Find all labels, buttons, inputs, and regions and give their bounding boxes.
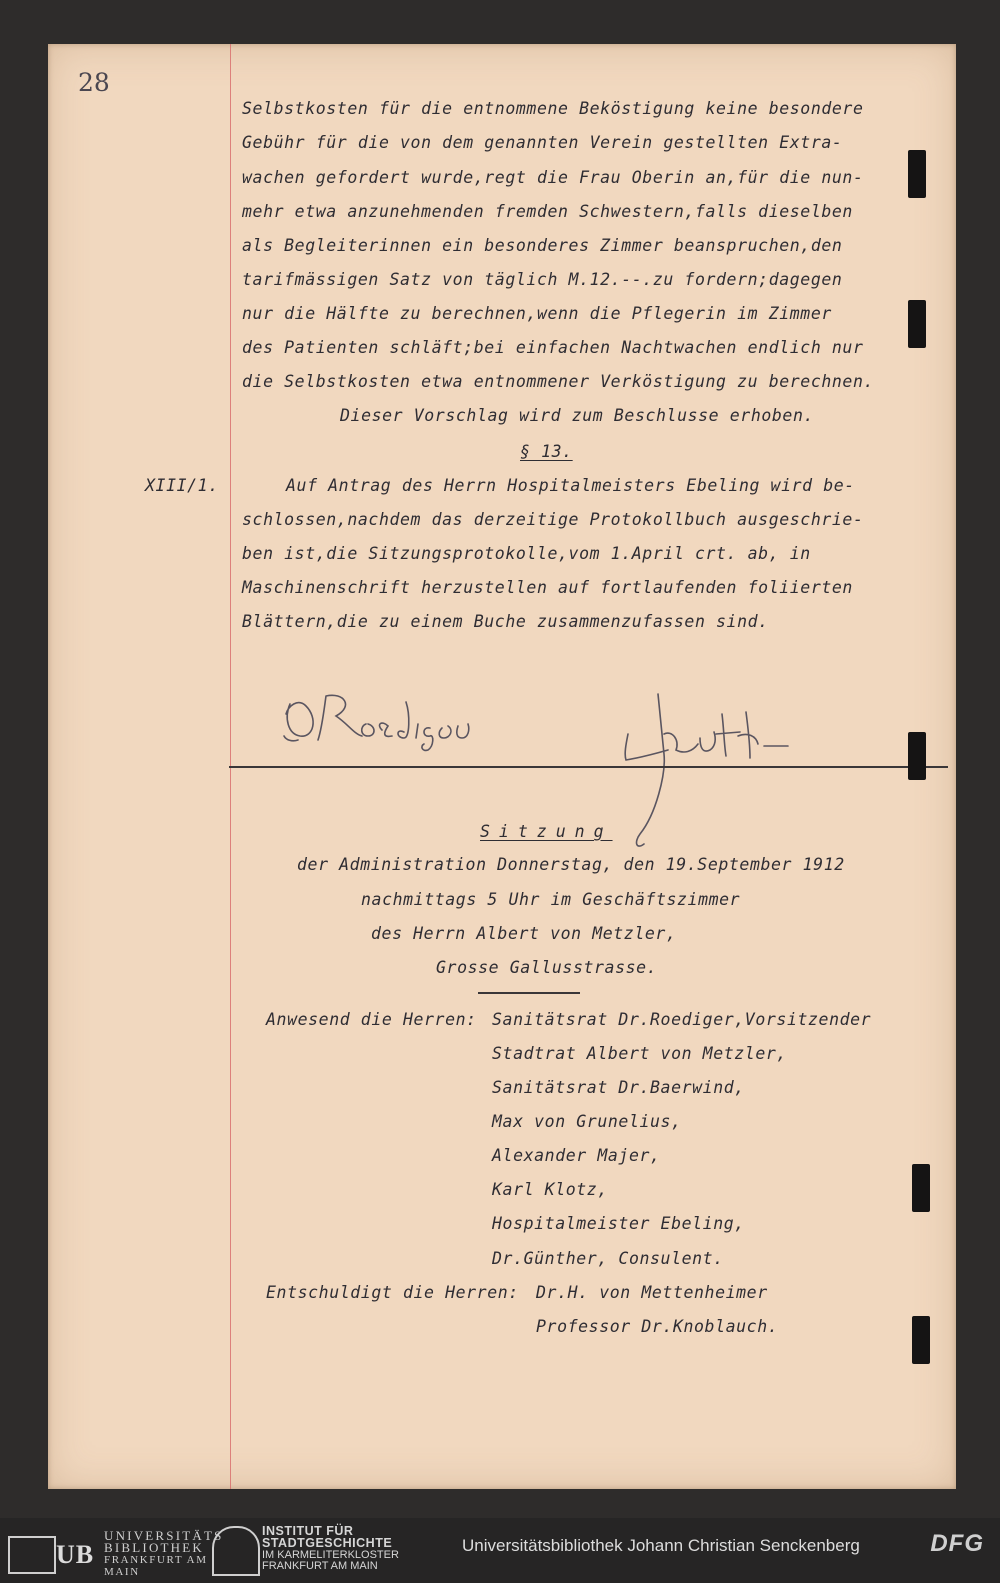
binding-tab	[908, 300, 926, 348]
text-line: Selbstkosten für die entnommene Beköstigung keine besondere	[242, 99, 864, 118]
text-line: Maschinenschrift herzustellen auf fortlaufenden foliierten	[242, 578, 853, 597]
ub-text	[104, 1530, 224, 1578]
signature-guenther	[588, 674, 828, 864]
ub-emblem-icon	[8, 1536, 56, 1574]
text-line: Gebühr für die von dem genannten Verein gestellten Extra-	[242, 133, 843, 152]
meeting-line: der Administration Donnerstag, den 19.September 1912	[297, 855, 845, 874]
text-line: ben ist,die Sitzungsprotokolle,vom 1.April crt. ab, in	[242, 544, 811, 563]
meeting-title: Sitzung	[480, 822, 613, 841]
text-line: des Patienten schläft;bei einfachen Nachtwachen endlich nur	[242, 338, 864, 357]
meeting-line: Grosse Gallusstrasse.	[436, 958, 658, 977]
isg-line: STADTGESCHICHTE	[262, 1536, 393, 1550]
attendee: Alexander Majer,	[492, 1146, 661, 1165]
signature-roediger	[278, 684, 478, 754]
isg-line: INSTITUT FÜR	[262, 1524, 354, 1538]
ub-line: BIBLIOTHEK	[104, 1540, 204, 1555]
page-number: 28	[78, 68, 110, 97]
binding-tab	[912, 1164, 930, 1212]
text-line: tarifmässigen Satz von täglich M.12.--.zu fordern;dagegen	[242, 270, 843, 289]
present-label: Anwesend die Herren:	[266, 1010, 477, 1029]
text-line: als Begleiterinnen ein besonderes Zimmer beanspruchen,den	[242, 236, 843, 255]
binding-tab	[908, 732, 926, 780]
attendee: Sanitätsrat Dr.Baerwind,	[492, 1078, 745, 1097]
ub-logo[interactable]	[8, 1528, 224, 1578]
isg-line: FRANKFURT AM MAIN	[262, 1560, 378, 1572]
text-line: schlossen,nachdem das derzeitige Protokollbuch ausgeschrie-	[242, 510, 864, 529]
isg-line: IM KARMELITERKLOSTER	[262, 1549, 399, 1561]
document-page	[48, 44, 956, 1489]
text-line: die Selbstkosten etwa entnommener Verköstigung zu berechnen.	[242, 372, 875, 391]
ub-letters: UB	[56, 1540, 95, 1569]
isg-logo[interactable]	[212, 1526, 412, 1576]
attendee: Karl Klotz,	[492, 1180, 608, 1199]
excused-person: Dr.H. von Mettenheimer	[536, 1283, 768, 1302]
text-line: Blättern,die zu einem Buche zusammenzufassen sind.	[242, 612, 769, 631]
ub-line: FRANKFURT AM MAIN	[104, 1554, 208, 1578]
short-rule	[478, 992, 580, 994]
meeting-line: nachmittags 5 Uhr im Geschäftszimmer	[361, 890, 741, 909]
attendee: Hospitalmeister Ebeling,	[492, 1214, 745, 1233]
attendee: Dr.Günther, Consulent.	[492, 1249, 724, 1268]
margin-reference: XIII/1.	[145, 476, 219, 495]
meeting-line: des Herrn Albert von Metzler,	[371, 924, 677, 943]
text-line: mehr etwa anzunehmenden fremden Schwestern,falls dieselben	[242, 202, 853, 221]
separator-line	[229, 766, 948, 768]
text-line: nur die Hälfte zu berechnen,wenn die Pflegerin im Zimmer	[242, 304, 832, 323]
dfg-logo[interactable]: DFG	[930, 1530, 984, 1557]
attendee: Max von Grunelius,	[492, 1112, 682, 1131]
text-line: wachen gefordert wurde,regt die Frau Oberin an,für die nun-	[242, 168, 864, 187]
binding-tab	[912, 1316, 930, 1364]
library-name-link[interactable]: Universitätsbibliothek Johann Christian Senckenberg	[462, 1536, 860, 1555]
excused-person: Professor Dr.Knoblauch.	[536, 1317, 779, 1336]
isg-arch-icon	[212, 1526, 260, 1576]
text-line: Auf Antrag des Herrn Hospitalmeisters Ebeling wird be-	[286, 476, 855, 495]
section-heading: § 13.	[520, 442, 573, 461]
attendee: Stadtrat Albert von Metzler,	[492, 1044, 787, 1063]
binding-tab	[908, 150, 926, 198]
attendee: Sanitätsrat Dr.Roediger,Vorsitzender	[492, 1010, 872, 1029]
ub-line: UNIVERSITÄTS	[104, 1528, 224, 1543]
excused-label: Entschuldigt die Herren:	[266, 1283, 519, 1302]
resolution-line: Dieser Vorschlag wird zum Beschlusse erhoben.	[340, 406, 815, 425]
isg-text	[262, 1526, 399, 1572]
footer-bar	[0, 1518, 1000, 1583]
